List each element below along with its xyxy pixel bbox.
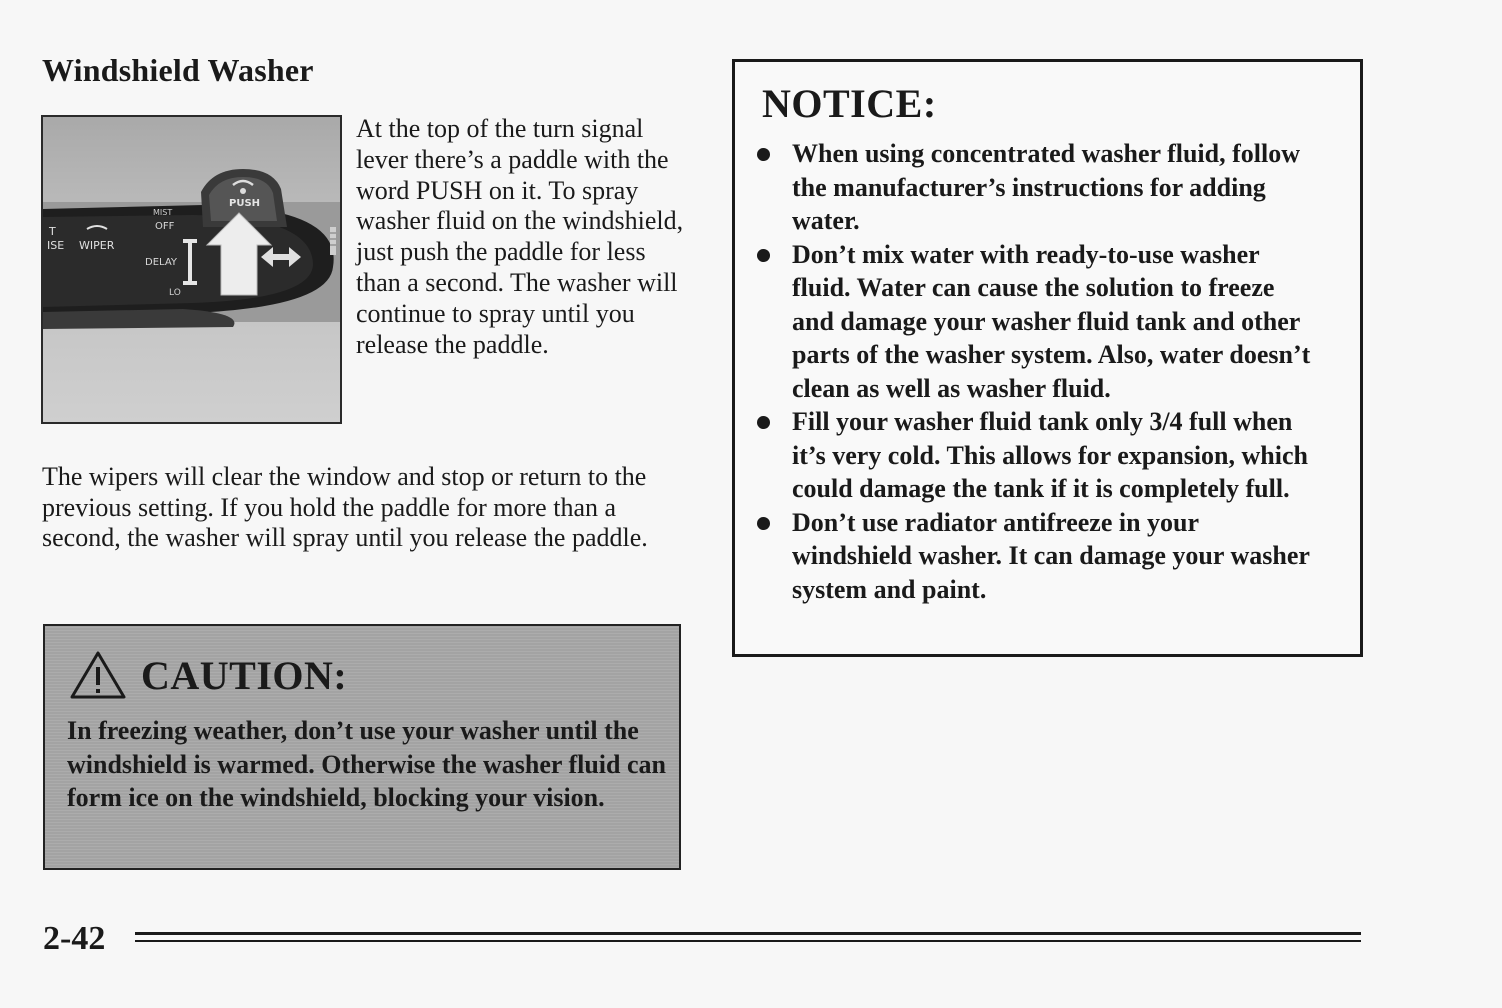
footer-rule-line	[135, 932, 1361, 935]
footer-rule-line	[135, 940, 1361, 942]
notice-item	[755, 506, 1315, 607]
section-title: Windshield Washer	[42, 52, 314, 88]
notice-list	[755, 137, 1315, 606]
notice-item	[755, 238, 1315, 406]
push-label: PUSH	[229, 198, 261, 209]
mist-label: MIST	[153, 208, 173, 217]
bullet-icon	[757, 517, 770, 530]
notice-item	[755, 137, 1315, 238]
notice-item-text: When using concentrated washer fluid, follow the manufacturer’s instructions for adding water.	[792, 139, 1300, 235]
footer-rule	[135, 932, 1361, 946]
caution-box	[43, 624, 681, 870]
warning-triangle-icon	[69, 650, 127, 700]
intro-paragraph: At the top of the turn signal lever there’s a paddle with the word PUSH on it. To spray washer fluid on the windshield, just push the paddle for less than a second. The washer will continue to spray until you release the paddle.	[356, 114, 684, 359]
page-number: 2-42	[43, 920, 106, 957]
caution-title: CAUTION:	[141, 652, 348, 698]
bullet-icon	[757, 249, 770, 262]
caution-header	[69, 650, 347, 700]
lo-label: LO	[169, 288, 181, 298]
notice-title: NOTICE:	[762, 81, 937, 126]
turn-signal-lever-photo	[41, 115, 342, 424]
body-paragraph: The wipers will clear the window and stop or return to the previous setting. If you hold the paddle for more than a second, the washer will spray until you release the paddle.	[42, 462, 648, 552]
wiper-label: WIPER	[79, 239, 115, 252]
off-label: OFF	[155, 221, 175, 232]
side-label-t: T	[49, 225, 56, 238]
notice-item-text: Don’t use radiator antifreeze in your windshield washer. It can damage your washer system and paint.	[792, 507, 1310, 604]
bullet-icon	[757, 416, 770, 429]
notice-item-text: Don’t mix water with ready-to-use washer fluid. Water can cause the solution to freeze and damage your washer fluid tank and other parts of the washer system. Also, water doesn’t clean as well as washer fluid.	[792, 239, 1311, 403]
bullet-icon	[757, 148, 770, 161]
notice-item	[755, 405, 1315, 506]
lever-illustration	[43, 117, 340, 422]
notice-item-text: Fill your washer fluid tank only 3/4 full when it’s very cold. This allows for expansion, which could damage the tank if it is completely full.	[792, 407, 1308, 503]
delay-label: DELAY	[145, 257, 177, 268]
notice-box	[732, 59, 1363, 657]
side-label-ise: ISE	[47, 239, 65, 252]
caution-text: In freezing weather, don’t use your washer until the windshield is warmed. Otherwise the washer fluid can form ice on the windshield, blocking your vision.	[67, 716, 666, 812]
